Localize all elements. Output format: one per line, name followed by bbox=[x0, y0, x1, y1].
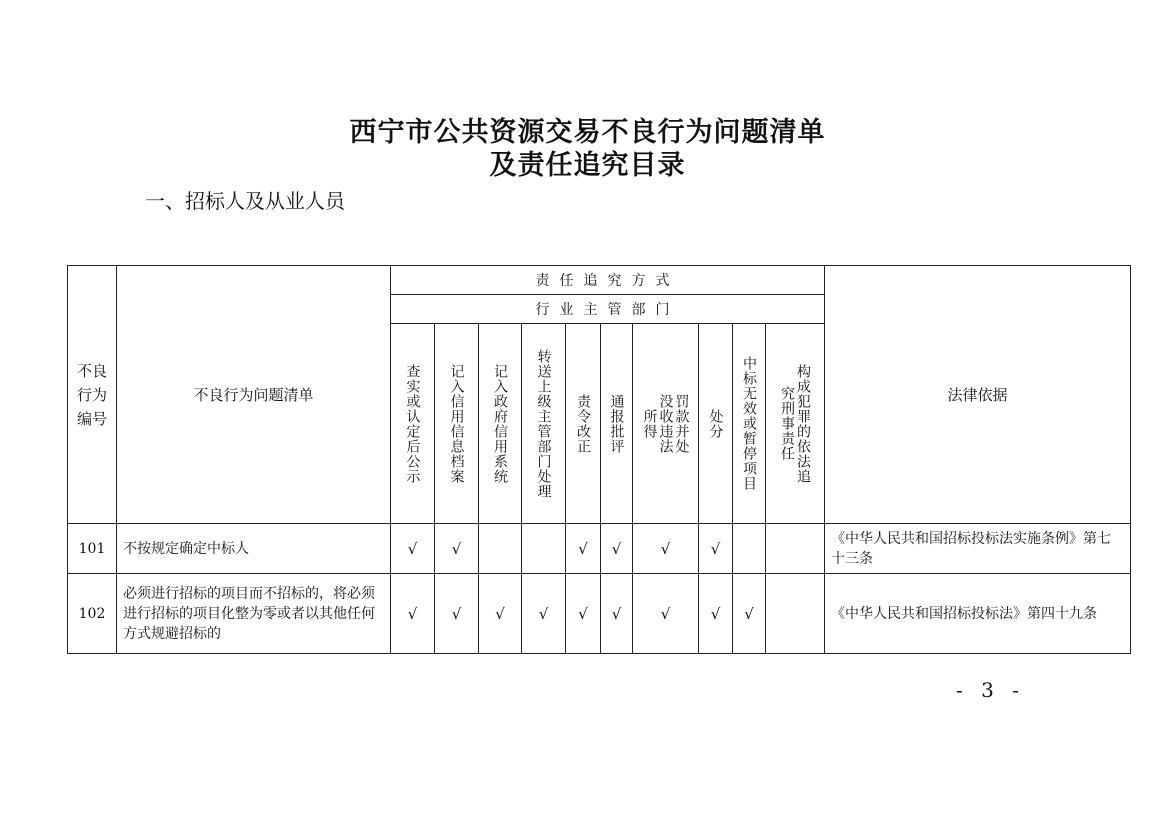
check-cell bbox=[766, 524, 825, 574]
check-mark: √ bbox=[660, 604, 671, 623]
check-mark: √ bbox=[744, 604, 754, 623]
header-problem-cell bbox=[117, 266, 391, 524]
document-title-line-1: 西宁市公共资源交易不良行为问题清单 bbox=[349, 117, 826, 148]
method-header-cell bbox=[391, 324, 435, 524]
method-header: 记入信用信息档案 bbox=[448, 363, 465, 484]
method-header: 责令改正 bbox=[575, 393, 591, 454]
check-mark: √ bbox=[578, 539, 588, 558]
check-cell bbox=[522, 574, 566, 654]
header-law-cell bbox=[825, 266, 1131, 524]
check-cell bbox=[479, 574, 522, 654]
header-number: 不良行为编号 bbox=[77, 361, 108, 428]
check-cell bbox=[435, 574, 479, 654]
check-cell bbox=[479, 524, 522, 574]
method-header: 中标无效或暂停项目 bbox=[741, 356, 757, 491]
row-law: 《中华人民共和国招标投标法》第四十九条 bbox=[825, 574, 1131, 654]
check-mark: √ bbox=[710, 539, 721, 558]
row-number: 102 bbox=[68, 574, 117, 654]
check-cell bbox=[391, 574, 435, 654]
header-law: 法律依据 bbox=[947, 386, 1008, 404]
check-mark: √ bbox=[578, 604, 588, 623]
document-title-line-2: 及责任追究目录 bbox=[489, 150, 686, 181]
check-cell bbox=[435, 524, 479, 574]
check-mark: √ bbox=[538, 604, 549, 623]
check-mark: √ bbox=[495, 604, 505, 623]
method-header-cell bbox=[601, 324, 633, 524]
method-header: 记入政府信用系统 bbox=[492, 363, 508, 484]
row-problem: 不按规定确定中标人 bbox=[117, 524, 391, 574]
check-mark: √ bbox=[710, 604, 721, 623]
check-cell bbox=[601, 574, 633, 654]
check-cell bbox=[566, 574, 601, 654]
page-number: - 3 - bbox=[956, 678, 1025, 702]
check-cell bbox=[766, 574, 825, 654]
method-header: 查实或认定后公示 bbox=[404, 363, 421, 484]
check-cell bbox=[733, 574, 766, 654]
method-header: 通报批评 bbox=[608, 393, 625, 454]
problem-list-table bbox=[67, 265, 1131, 654]
method-header-cell bbox=[699, 324, 733, 524]
check-mark: √ bbox=[611, 604, 622, 623]
row-problem: 必须进行招标的项目而不招标的，将必须进行招标的项目化整为零或者以其他任何方式规避招标的 bbox=[117, 574, 391, 654]
header-problem: 不良行为问题清单 bbox=[193, 386, 314, 404]
check-cell bbox=[633, 524, 699, 574]
check-cell bbox=[391, 524, 435, 574]
row-number: 101 bbox=[68, 524, 117, 574]
header-responsibility: 责任追究方式 bbox=[391, 266, 825, 295]
method-header-cell bbox=[733, 324, 766, 524]
check-mark: √ bbox=[451, 539, 462, 558]
header-department: 行业主管部门 bbox=[391, 295, 825, 324]
row-law: 《中华人民共和国招标投标法实施条例》第七十三条 bbox=[825, 524, 1131, 574]
method-header-cell bbox=[522, 324, 566, 524]
check-mark: √ bbox=[407, 604, 418, 623]
check-cell bbox=[601, 524, 633, 574]
method-header: 构成犯罪的依法追究刑事责任 bbox=[779, 363, 811, 484]
check-mark: √ bbox=[407, 539, 418, 558]
check-mark: √ bbox=[611, 539, 622, 558]
method-header: 转送上级主管部门处理 bbox=[535, 348, 552, 499]
check-cell bbox=[566, 524, 601, 574]
method-header-cell bbox=[766, 324, 825, 524]
method-header: 罚款并处没收违法所得 bbox=[641, 393, 690, 454]
method-header-cell bbox=[479, 324, 522, 524]
check-cell bbox=[633, 574, 699, 654]
check-cell bbox=[699, 524, 733, 574]
check-cell bbox=[733, 524, 766, 574]
header-number-cell bbox=[68, 266, 117, 524]
method-header: 处分 bbox=[707, 408, 724, 439]
method-header-cell bbox=[566, 324, 601, 524]
check-cell bbox=[522, 524, 566, 574]
check-mark: √ bbox=[451, 604, 462, 623]
check-cell bbox=[699, 574, 733, 654]
section-heading: 一、招标人及从业人员 bbox=[145, 189, 345, 213]
check-mark: √ bbox=[660, 539, 671, 558]
method-header-cell bbox=[633, 324, 699, 524]
method-header-cell bbox=[435, 324, 479, 524]
